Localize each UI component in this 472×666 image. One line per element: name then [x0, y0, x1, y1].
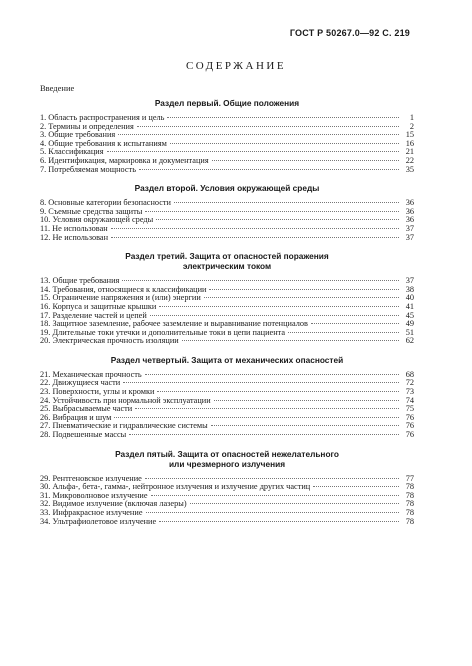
toc-entry-page: 75: [405, 404, 414, 414]
page-header: ГОСТ Р 50267.0—92 С. 219: [289, 28, 410, 38]
toc-entry-page: 37: [405, 276, 414, 286]
dot-leader: [114, 417, 399, 418]
toc-entry-title: 7. Потребляемая мощность: [40, 164, 136, 174]
toc-entry-title: 1. Область распространения и цель: [40, 113, 165, 122]
toc-entry-page: 68: [405, 369, 414, 379]
dot-leader: [122, 280, 399, 281]
toc-entry-title: 15. Ограничение напряжения и (или) энергии: [40, 293, 201, 303]
dot-leader: [159, 521, 399, 522]
dot-leader: [151, 495, 399, 496]
toc-entry-page: 76: [405, 412, 414, 422]
dot-leader: [139, 169, 399, 170]
toc-entry-title: 33. Инфракрасное излучение: [40, 508, 143, 517]
toc-entry: [40, 166, 414, 175]
toc-entry-page: 74: [405, 395, 414, 405]
dot-leader: [107, 151, 399, 152]
dot-leader: [145, 211, 399, 212]
section-heading: [40, 98, 414, 108]
toc-entry-page: 36: [405, 206, 414, 216]
toc-entry: [40, 337, 414, 346]
section-heading: [40, 355, 414, 365]
toc-entry-page: 36: [405, 215, 414, 225]
toc-entry-title: 12. Не использован: [40, 232, 109, 242]
toc-entry-page: 1: [409, 113, 414, 122]
toc-entry-title: 27. Пневматические и гидравлические системы: [40, 421, 208, 431]
toc-entry-title: 19. Длительные токи утечки и дополнительные токи в цепи пациента: [40, 327, 286, 337]
toc-entry-title: 5. Классификация: [40, 147, 104, 157]
section-heading-line: Раздел первый. Общие положения: [154, 98, 300, 108]
toc-entry-title: 11. Не использован: [40, 223, 108, 233]
toc-entry-page: 21: [405, 147, 414, 157]
toc-entry-title: 20. Электрическая прочность изоляции: [40, 336, 179, 346]
section-heading: [40, 449, 414, 469]
toc-entry-title: 28. Подвешенные массы: [40, 430, 127, 440]
toc-entry-page: 45: [405, 310, 414, 320]
section-heading-line: Раздел второй. Условия окружающей среды: [134, 183, 320, 194]
toc-entry-page: 78: [405, 516, 414, 526]
toc-entry-title: 2. Термины и определения: [40, 121, 134, 131]
section-heading-line: или чрезмерного излучения: [168, 458, 286, 469]
toc-entry-page: 49: [405, 319, 414, 329]
toc-entry-title: 16. Корпуса и защитные крышки: [40, 301, 157, 311]
toc-entry-page: 37: [405, 223, 414, 233]
toc-entry-page: 41: [405, 301, 414, 311]
toc-entry-page: 77: [405, 473, 414, 483]
toc-entry-title: 31. Микроволновое излучение: [40, 490, 148, 500]
toc-entry-page: 38: [405, 284, 414, 294]
dot-leader: [111, 237, 399, 238]
section-heading: [40, 251, 414, 271]
dot-leader: [167, 117, 399, 118]
dot-leader: [146, 512, 400, 513]
toc-entry-page: 2: [409, 121, 414, 131]
dot-leader: [211, 425, 399, 426]
dot-leader: [313, 486, 399, 487]
dot-leader: [174, 202, 399, 203]
toc-entry-page: 35: [405, 164, 414, 174]
dot-leader: [159, 306, 399, 307]
dot-leader: [288, 332, 399, 333]
toc-entry-page: 36: [405, 198, 414, 208]
dot-leader: [311, 323, 399, 324]
toc-entry-title: 25. Выбрасываемые части: [40, 404, 133, 414]
dot-leader: [118, 134, 399, 135]
toc-entry-page: 76: [405, 430, 414, 440]
section-heading-line: Раздел третий. Защита от опасностей поражения: [125, 251, 329, 262]
toc-intro-entry: Введение: [40, 83, 75, 93]
toc-entry-page: 78: [405, 499, 414, 509]
toc-entry-title: 9. Съемные средства защиты: [40, 206, 143, 216]
toc-entry-title: 10. Условия окружающей среды: [40, 215, 154, 225]
toc-entry-list: [40, 475, 414, 527]
toc-entry-title: 22. Движущиеся части: [40, 378, 121, 388]
dot-leader: [209, 289, 399, 290]
toc-entry-title: 21. Механическая прочность: [40, 369, 142, 379]
dot-leader: [145, 478, 399, 479]
toc-entry-list: [40, 114, 414, 174]
dot-leader: [157, 391, 399, 392]
toc-entry-title: 13. Общие требования: [40, 276, 120, 286]
toc-entry-page: 51: [405, 327, 414, 337]
toc-entry-title: 17. Разделение частей и цепей: [40, 310, 147, 320]
dot-leader: [156, 219, 399, 220]
section-heading-line: Раздел пятый. Защита от опасностей нежелательного: [115, 448, 339, 459]
section-heading-line: электрическим током: [182, 261, 272, 272]
toc-entry-list: [40, 371, 414, 440]
dot-leader: [123, 382, 399, 383]
toc-entry-title: 23. Поверхности, углы и кромки: [40, 387, 155, 397]
toc-entry: [40, 234, 414, 243]
toc-entry-page: 16: [405, 138, 414, 148]
dot-leader: [182, 340, 399, 341]
toc-entry-title: 8. Основные категории безопасности: [40, 198, 171, 208]
toc-entry-title: 6. Идентификация, маркировка и документация: [40, 155, 209, 165]
dot-leader: [135, 408, 399, 409]
dot-leader: [190, 503, 399, 504]
dot-leader: [145, 374, 399, 375]
toc-entry-page: 78: [405, 482, 414, 492]
toc-entry-title: 34. Ультрафиолетовое излучение: [40, 516, 157, 526]
toc-entry: [40, 518, 414, 527]
toc-entry-page: 72: [405, 378, 414, 388]
toc-entry-list: [40, 199, 414, 242]
toc-entry-page: 78: [405, 508, 414, 517]
toc-entry-title: 14. Требования, относящиеся к классификации: [40, 284, 207, 294]
toc-entry-page: 73: [405, 387, 414, 397]
toc-entry: [40, 431, 414, 440]
dot-leader: [170, 143, 399, 144]
toc-entry-title: 30. Альфа-, бета-, гамма-, нейтронное излучения и излучение других частиц: [40, 482, 311, 492]
toc-entry-title: 29. Рентгеновское излучение: [40, 473, 142, 483]
dot-leader: [214, 400, 399, 401]
dot-leader: [212, 160, 399, 161]
section-heading-line: Раздел четвертый. Защита от механических опасностей: [110, 354, 344, 365]
section-heading: [40, 183, 414, 193]
dot-leader: [150, 315, 399, 316]
page-title: СОДЕРЖАНИЕ: [185, 60, 287, 72]
toc-entry-page: 37: [405, 232, 414, 242]
toc-entry-page: 76: [405, 421, 414, 431]
toc-entry-title: 26. Вибрация и шум: [40, 412, 112, 422]
toc-entry-page: 78: [405, 490, 414, 500]
toc-entry-page: 22: [405, 155, 414, 165]
toc-entry-title: 32. Видимое излучение (включая лазеры): [40, 499, 187, 509]
dot-leader: [137, 126, 399, 127]
toc-entry-page: 15: [405, 130, 414, 140]
toc-entry-title: 4. Общие требования к испытаниям: [40, 138, 167, 148]
toc-entry-page: 40: [405, 293, 414, 303]
toc-entry-list: [40, 277, 414, 346]
toc-entry-title: 3. Общие требования: [40, 130, 116, 140]
dot-leader: [129, 434, 399, 435]
toc-entry-title: 18. Защитное заземление, рабочее заземление и выравнивание потенциалов: [40, 319, 308, 329]
table-of-contents: [40, 98, 414, 535]
toc-entry-page: 62: [405, 336, 414, 346]
toc-entry-title: 24. Устойчивость при нормальной эксплуатации: [40, 395, 211, 405]
dot-leader: [204, 297, 399, 298]
dot-leader: [111, 228, 399, 229]
